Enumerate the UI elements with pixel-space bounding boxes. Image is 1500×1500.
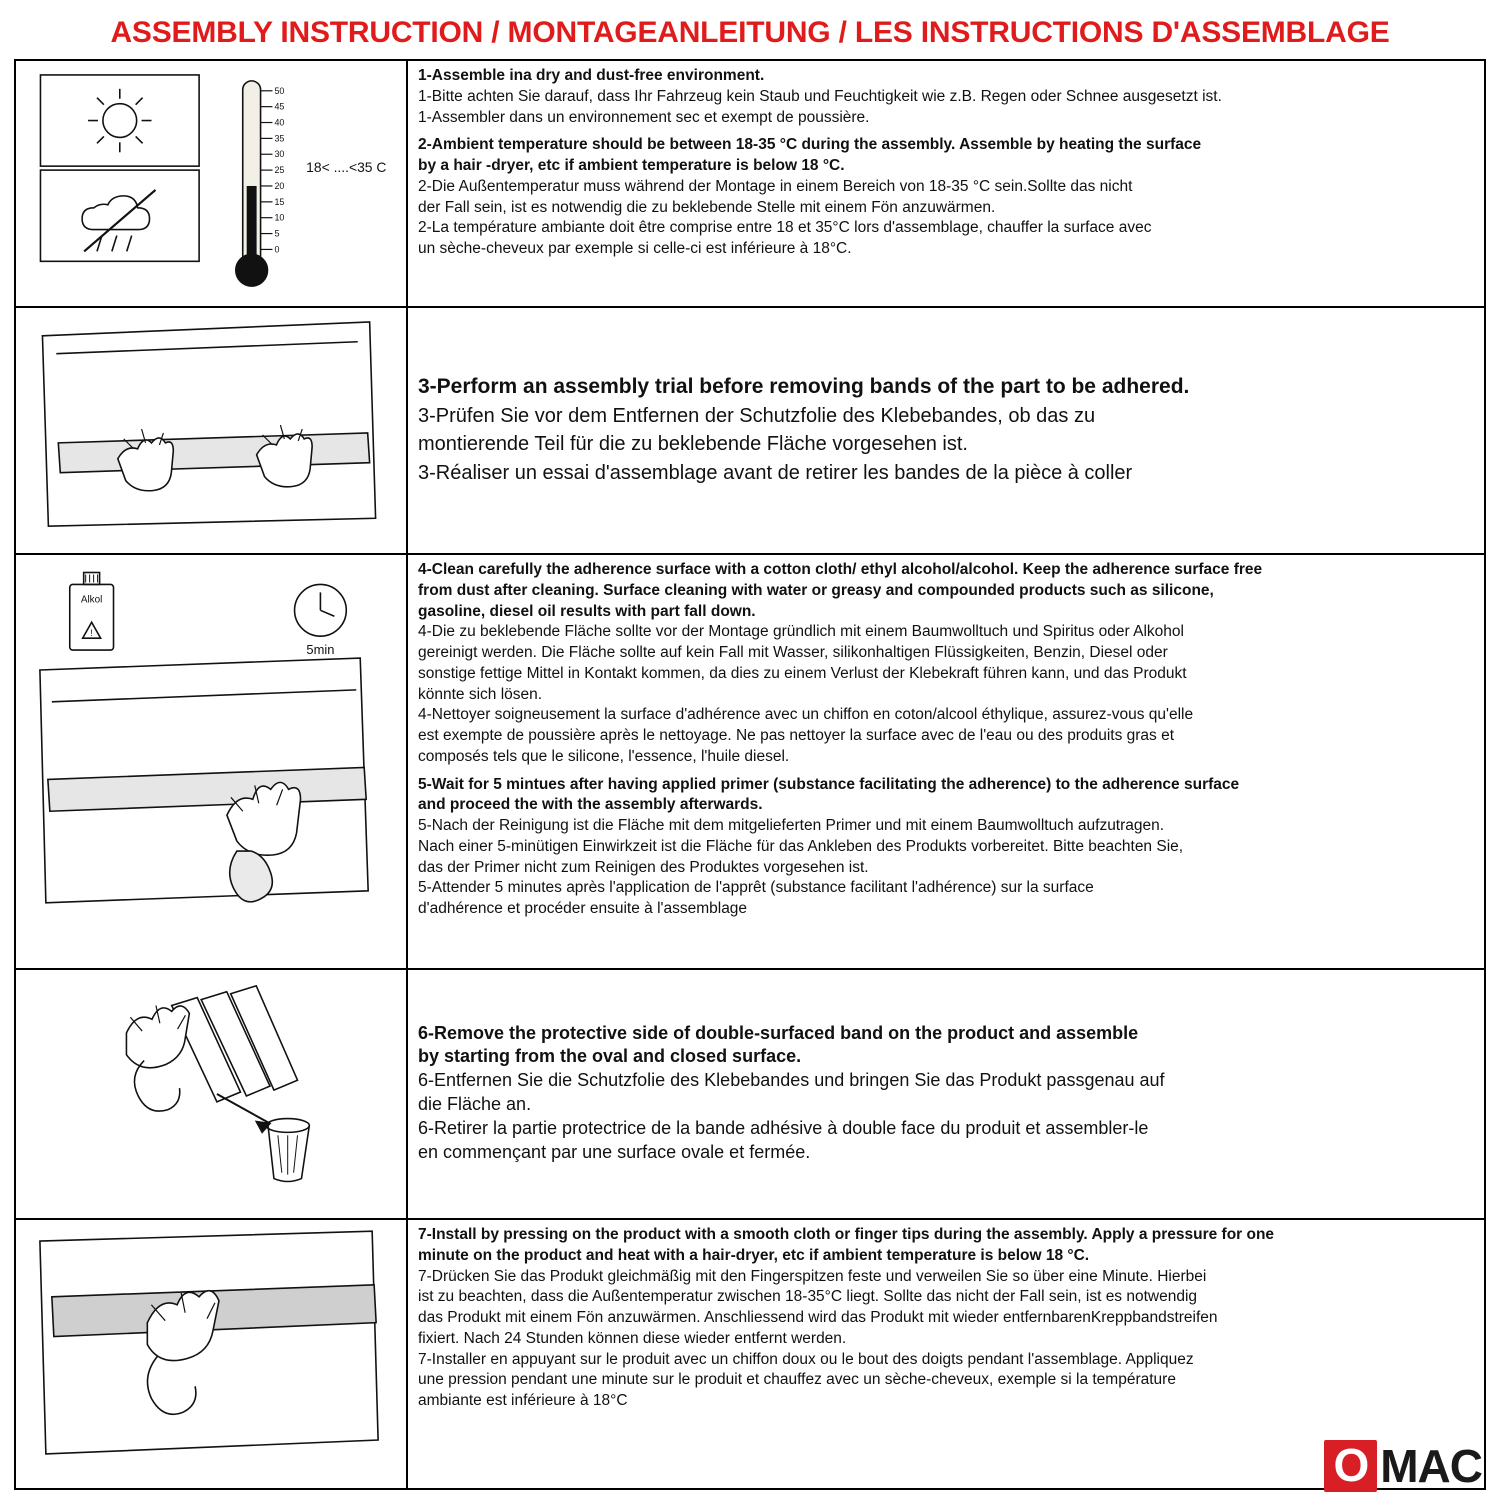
illustration-step6: [16, 970, 408, 1218]
instruction-row-step3: [16, 308, 1484, 555]
paragraph-6: 6-Remove the protective side of double-surfaced band on the product and assemble by starting from the oval and closed surface. 6-Entfernen Sie die Schutzfolie des Klebebandes und bringen Sie das Produkt passgenau auf die Fläche an. 6-Retirer la partie protectrice de la bande adhésive à double face du produit et assembler-le en commençant par une surface ovale et fermée.: [418, 1022, 1165, 1162]
illustration-step7: [16, 1220, 408, 1488]
text-step4: [408, 555, 1484, 968]
svg-text:0: 0: [274, 244, 280, 255]
illustration-step1: [16, 61, 408, 306]
svg-text:45: 45: [274, 101, 285, 112]
text-step3: [408, 308, 1484, 553]
instruction-row-step6: [16, 970, 1484, 1220]
omac-logo: [1324, 1440, 1482, 1492]
thermometer-range-label: 18< ....<35 C: [306, 159, 387, 176]
illustration-step4: [16, 555, 408, 968]
instruction-row-step4: [16, 555, 1484, 970]
paragraph-5: 5-Wait for 5 mintues after having applied primer (substance facilitating the adherence) to the adherence surface and proceed the with the assembly afterwards. 5-Nach der Reinigung ist die Fläche mit dem mitgelieferten Primer und mit einem Baumwolltuch aufzutragen. Nach einer 5-minütigen Einwirkzeit ist die Fläche für das Ankleben des Produkts vorbereitet. Bitte beachten Sie, das der Primer nicht zum Reinigen des Produktes vorgesehen ist. 5-Attender 5 minutes après l'application de l'apprêt (substance facilitant l'adhérence) sur la surface d'adhérence et procéder ensuite à l'assemblage: [418, 775, 1240, 917]
text-step1: [408, 61, 1484, 306]
svg-text:25: 25: [274, 165, 285, 176]
svg-text:!: !: [90, 628, 93, 639]
clock-label: 5min: [306, 642, 335, 658]
logo-mark: O: [1324, 1440, 1377, 1492]
paragraph-3: 3-Perform an assembly trial before removing bands of the part to be adhered. 3-Prüfen Sie vor dem Entfernen der Schutzfolie des Klebebandes, ob das zu montierende Teil für die zu beklebende Fläche vorgesehen ist. 3-Réaliser un essai d'assemblage avant de retirer les bandes de la pièce à coller: [418, 374, 1190, 484]
text-step7: [408, 1220, 1484, 1492]
svg-text:50: 50: [274, 85, 285, 96]
svg-text:30: 30: [274, 149, 285, 160]
illustration-step3: [16, 308, 408, 553]
instruction-row-step1: [16, 61, 1484, 308]
instruction-row-step7: [16, 1220, 1484, 1492]
svg-text:20: 20: [274, 180, 285, 191]
svg-text:5: 5: [274, 228, 280, 239]
paragraph-7: 7-Install by pressing on the product with a smooth cloth or finger tips during the assembly. Apply a pressure for one minute on the product and heat with a hair-dryer, etc if ambient temperature is below 18 °C. 7-Drücken Sie das Produkt gleichmäßig mit den Fingerspitzen feste und verweilen Sie so über eine Minute. Hierbei ist zu beachten, dass die Außentemperatur zwischen 18-35°C liegt. Sollte das nicht der Fall sein, ist es notwendig das Produkt mit einem Fön anzuwärmen. Anschliessend wird das Produkt mit wieder entfernbarenKreppbandstreifen fixiert. Nach 24 Stunden können diese wieder entfernt werden. 7-Installer en appuyant sur le produit avec un chiffon doux ou le bout des doigts pendant l'assemblage. Appliquez une pression pendant une minute sur le produit et chauffez avec un sèche-cheveux, exemple si la température ambiante est inférieure à 18°C: [418, 1226, 1275, 1409]
paragraph-1: 1-Assemble ina dry and dust-free environment. 1-Bitte achten Sie darauf, dass Ihr Fahrzeug kein Staub und Feuchtigkeit wie z.B. Regen oder Schnee ausgesetzt ist. 1-Assembler dans un environnement sec et exempt de poussière.: [418, 67, 1222, 126]
svg-text:15: 15: [274, 196, 285, 207]
svg-text:10: 10: [274, 212, 285, 223]
page-title: ASSEMBLY INSTRUCTION / MONTAGEANLEITUNG / LES INSTRUCTIONS D'ASSEMBLAGE: [110, 16, 1390, 49]
paragraph-2: 2-Ambient temperature should be between 18-35 °C during the assembly. Assemble by heating the surface by a hair -dryer, etc if ambient temperature is below 18 °C. 2-Die Außentemperatur muss während der Montage in einem Bereich von 18-35 °C sein.Sollte das nicht der Fall sein, ist es notwendig die zu beklebende Stelle mit einem Fön anzuwärmen. 2-La température ambiante doit être comprise entre 18 et 35°C lors d'assemblage, chauffer la surface avec un sèche-cheveux par exemple si celle-ci est inférieure à 18°C.: [418, 136, 1202, 257]
instruction-grid: [14, 59, 1486, 1490]
paragraph-4: 4-Clean carefully the adherence surface with a cotton cloth/ ethyl alcohol/alcohol. Keep the adherence surface free from dust after cleaning. Surface cleaning with water or greasy and compounded products such as silicone, gasoline, diesel oil results with part fall down. 4-Die zu beklebende Fläche sollte vor der Montage gründlich mit einem Baumwolltuch und Spiritus oder Alkohol gereinigt werden. Die Fläche sollte auf kein Fall mit Wasser, silikonhaltigen Flüssigkeiten, Benzin, Diesel oder sonstige fettige Mittel in Kontakt kommen, da dies zu einem Verlust der Klebekraft führen kann, und das Produkt könnte sich lösen. 4-Nettoyer soigneusement la surface d'adhérence avec un chiffon en coton/alcool éthylique, assurez-vous qu'elle est exempte de poussière après le nettoyage. Ne pas nettoyer la surface avec de l'eau ou des produits gras et composés tels que le silicone, l'essence, l'huile diesel.: [418, 561, 1263, 765]
svg-text:40: 40: [274, 117, 285, 128]
svg-text:35: 35: [274, 133, 285, 144]
logo-text: MAC: [1380, 1440, 1482, 1492]
text-step6: [408, 970, 1484, 1218]
bottle-label: Alkol: [80, 594, 103, 606]
